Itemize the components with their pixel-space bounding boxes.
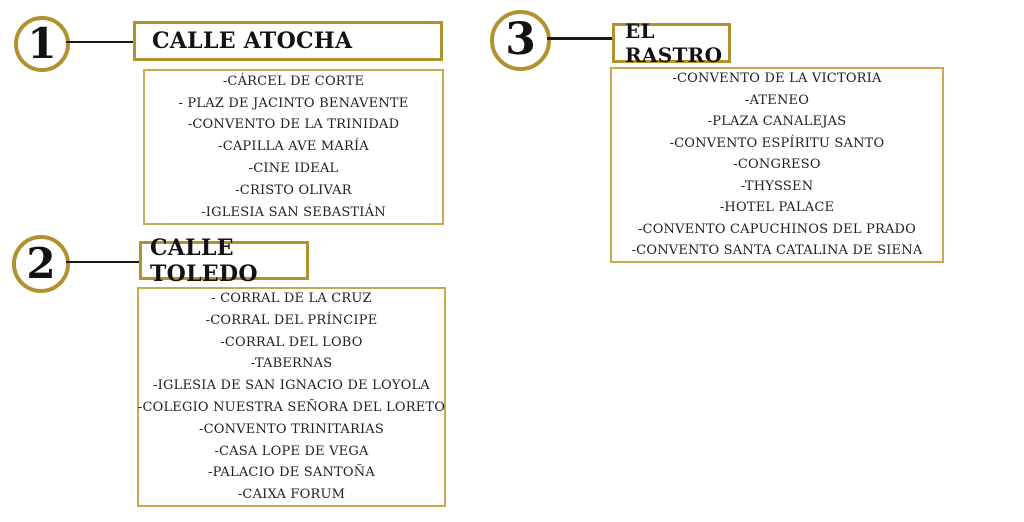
list-item: -CASA LOPE DE VEGA <box>214 443 369 459</box>
section-list-box <box>610 67 944 263</box>
list-item: -THYSSEN <box>740 178 814 194</box>
section-1-number-badge <box>14 16 70 72</box>
list-item: -PLAZA CANALEJAS <box>707 114 847 130</box>
list-item: -CONVENTO TRINITARIAS <box>199 421 384 437</box>
list-item: -CAIXA FORUM <box>237 487 346 503</box>
list-item: -CINE IDEAL <box>248 160 339 176</box>
connector-line <box>66 41 136 43</box>
list-item: -CONVENTO DE LA TRINIDAD <box>187 117 400 133</box>
list-item: -CONVENTO CAPUCHINOS DEL PRADO <box>637 221 917 237</box>
list-item: -TABERNAS <box>250 356 333 372</box>
section-number: 1 <box>27 18 57 68</box>
section-title-box <box>133 21 443 61</box>
list-item: -HOTEL PALACE <box>719 200 835 216</box>
section-title: CALLE TOLEDO <box>150 234 258 287</box>
list-item: - PLAZ DE JACINTO BENAVENTE <box>178 95 409 111</box>
list-item: -CAPILLA AVE MARÍA <box>218 139 369 155</box>
connector-line <box>547 37 616 40</box>
list-item: -CRISTO OLIVAR <box>235 182 352 198</box>
list-item: -ATENEO <box>744 92 810 108</box>
list-item: -CÁRCEL DE CORTE <box>222 73 365 89</box>
list-item: -CONGRESO <box>733 157 821 173</box>
list-item: -IGLESIA DE SAN IGNACIO DE LOYOLA <box>153 378 430 394</box>
list-item: -PALACIO DE SANTOÑA <box>208 465 375 481</box>
list-item: -COLEGIO NUESTRA SEÑORA DEL LORETO <box>137 400 446 415</box>
section-3-number-badge <box>490 10 551 71</box>
section-title: CALLE ATOCHA <box>152 28 353 54</box>
list-item: -CORRAL DEL LOBO <box>220 334 363 350</box>
list-item: -CONVENTO ESPÍRITU SANTO <box>669 135 885 151</box>
section-number: 2 <box>26 238 56 288</box>
list-item: -CORRAL DEL PRÍNCIPE <box>205 312 378 328</box>
section-title: EL RASTRO <box>625 19 723 67</box>
section-list-box <box>137 287 446 507</box>
section-list-box <box>143 69 444 225</box>
list-item: -CONVENTO SANTA CATALINA DE SIENA <box>631 243 923 259</box>
list-item: -CONVENTO DE LA VICTORIA <box>672 71 882 87</box>
section-2-number-badge <box>12 235 70 293</box>
section-title-box <box>612 19 731 67</box>
section-title-box <box>139 234 309 287</box>
connector-line <box>66 261 142 263</box>
list-item: -IGLESIA SAN SEBASTIÁN <box>201 204 386 220</box>
section-number: 3 <box>505 14 536 65</box>
list-item: - CORRAL DE LA CRUZ <box>211 291 372 307</box>
